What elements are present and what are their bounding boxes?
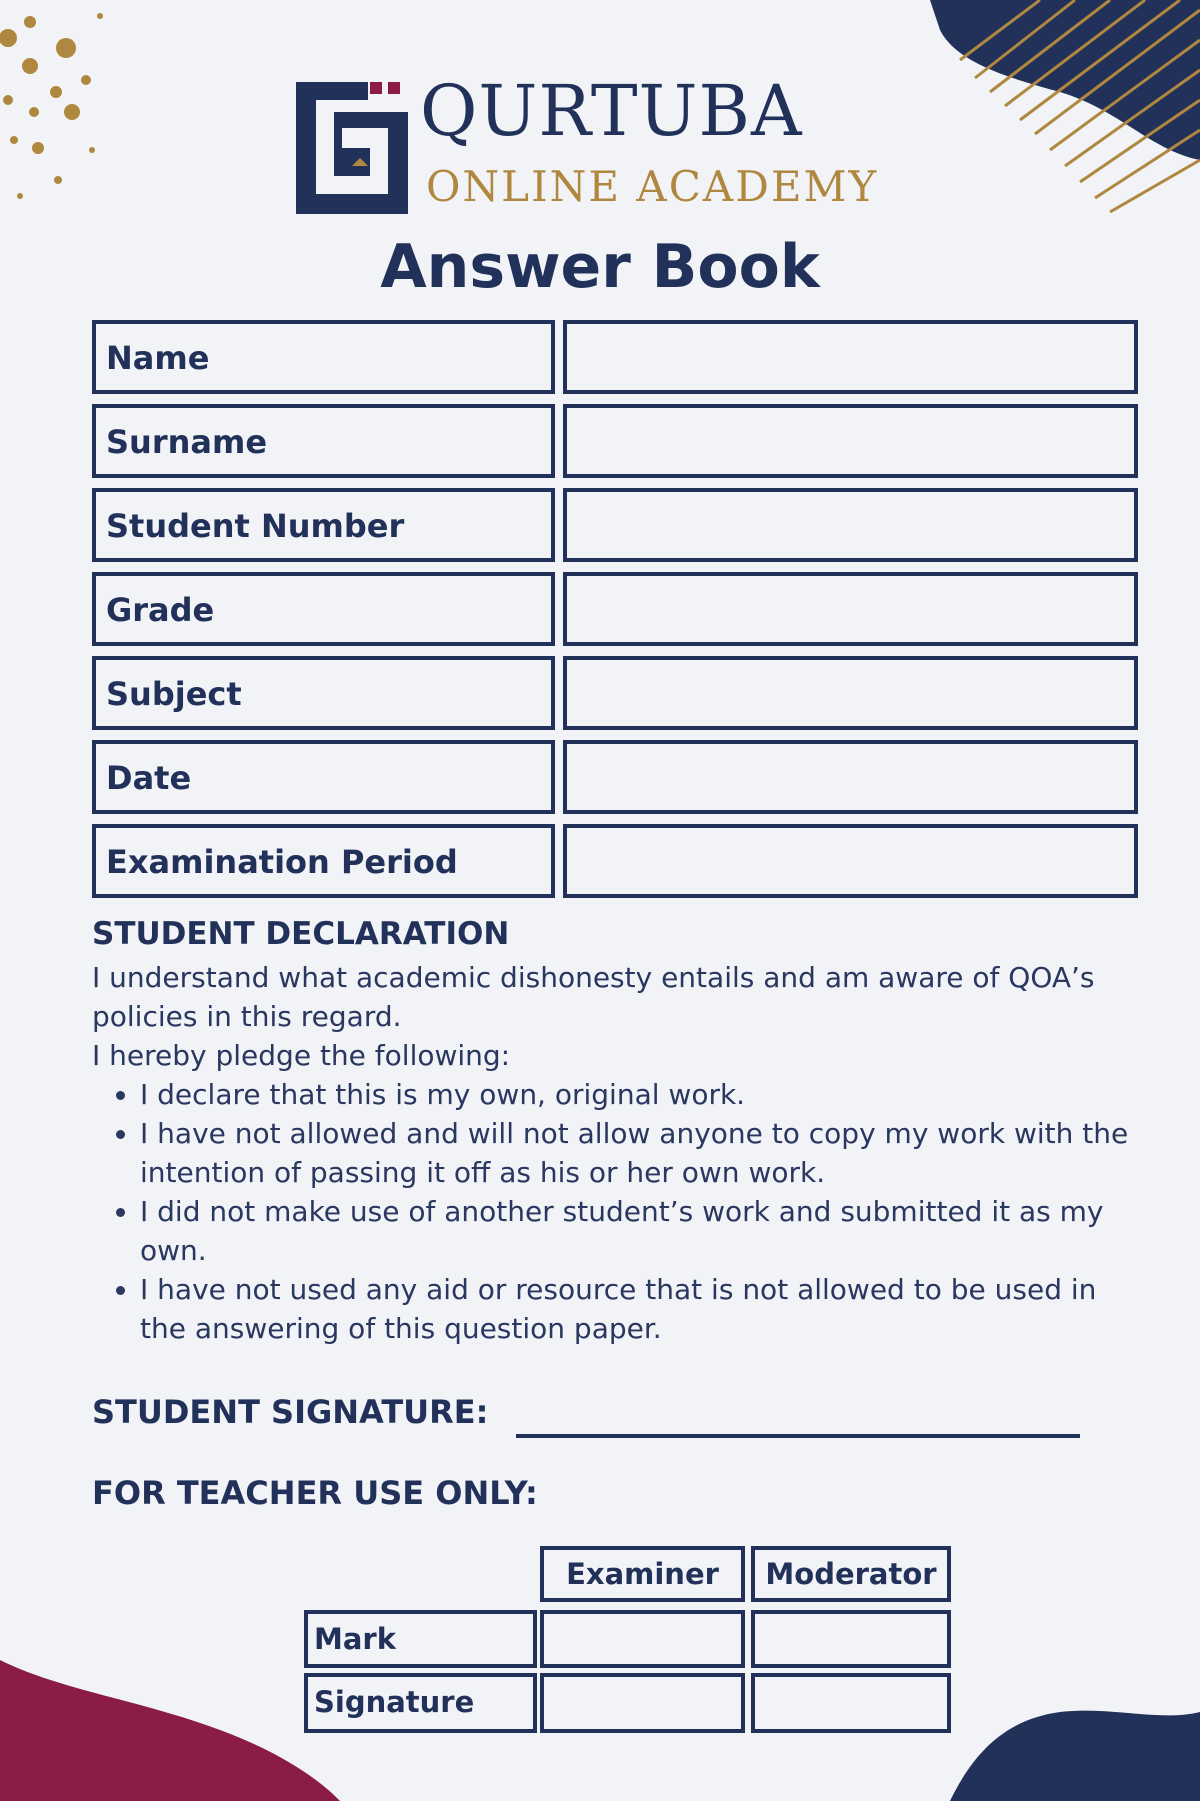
field-label: Student Number — [92, 488, 555, 562]
declaration-list — [92, 1075, 1142, 1348]
field-label: Name — [92, 320, 555, 394]
field-label: Examination Period — [92, 824, 555, 898]
list-item: • I declare that this is my own, original work. — [140, 1075, 1142, 1114]
examiner-mark-cell[interactable] — [540, 1610, 745, 1668]
student-number-field[interactable] — [563, 488, 1138, 562]
surname-field[interactable] — [563, 404, 1138, 478]
teacher-use-label: FOR TEACHER USE ONLY: — [92, 1474, 538, 1512]
navy-blob-top-right — [930, 0, 1200, 160]
declaration-pledge: I hereby pledge the following: — [92, 1039, 511, 1072]
list-item: • I have not allowed and will not allow anyone to copy my work with the intention of passing it off as his or her own work. — [140, 1114, 1142, 1192]
gold-dots-decoration — [0, 13, 103, 199]
name-field[interactable] — [563, 320, 1138, 394]
examiner-signature-cell[interactable] — [540, 1673, 745, 1733]
list-item: • I have not used any aid or resource that is not allowed to be used in the answering of this question paper. — [140, 1270, 1142, 1348]
examiner-header: Examiner — [540, 1546, 745, 1602]
student-signature-label: STUDENT SIGNATURE: — [92, 1393, 489, 1431]
signature-row-label: Signature — [304, 1673, 537, 1733]
mark-row-label: Mark — [304, 1610, 537, 1668]
subject-field[interactable] — [563, 656, 1138, 730]
declaration-heading: STUDENT DECLARATION — [92, 916, 510, 952]
field-label: Surname — [92, 404, 555, 478]
logo — [296, 70, 896, 218]
student-declaration — [92, 916, 1142, 1348]
moderator-signature-cell[interactable] — [751, 1673, 951, 1733]
maroon-wave-bottom-left — [0, 1660, 340, 1801]
field-label: Date — [92, 740, 555, 814]
field-label: Subject — [92, 656, 555, 730]
student-signature-line[interactable] — [516, 1434, 1080, 1438]
date-field[interactable] — [563, 740, 1138, 814]
moderator-header: Moderator — [751, 1546, 951, 1602]
logo-subtitle: ONLINE ACADEMY — [426, 162, 879, 211]
page-title: Answer Book — [380, 232, 820, 302]
list-item: • I did not make use of another student’s work and submitted it as my own. — [140, 1192, 1142, 1270]
declaration-intro: I understand what academic dishonesty entails and am aware of QOA’s policies in this regard. — [92, 961, 1095, 1033]
navy-wave-bottom-right — [950, 1711, 1200, 1801]
moderator-mark-cell[interactable] — [751, 1610, 951, 1668]
logo-emblem-icon — [296, 78, 408, 214]
grade-field[interactable] — [563, 572, 1138, 646]
logo-title: QURTUBA — [420, 70, 803, 152]
examination-period-field[interactable] — [563, 824, 1138, 898]
field-label: Grade — [92, 572, 555, 646]
